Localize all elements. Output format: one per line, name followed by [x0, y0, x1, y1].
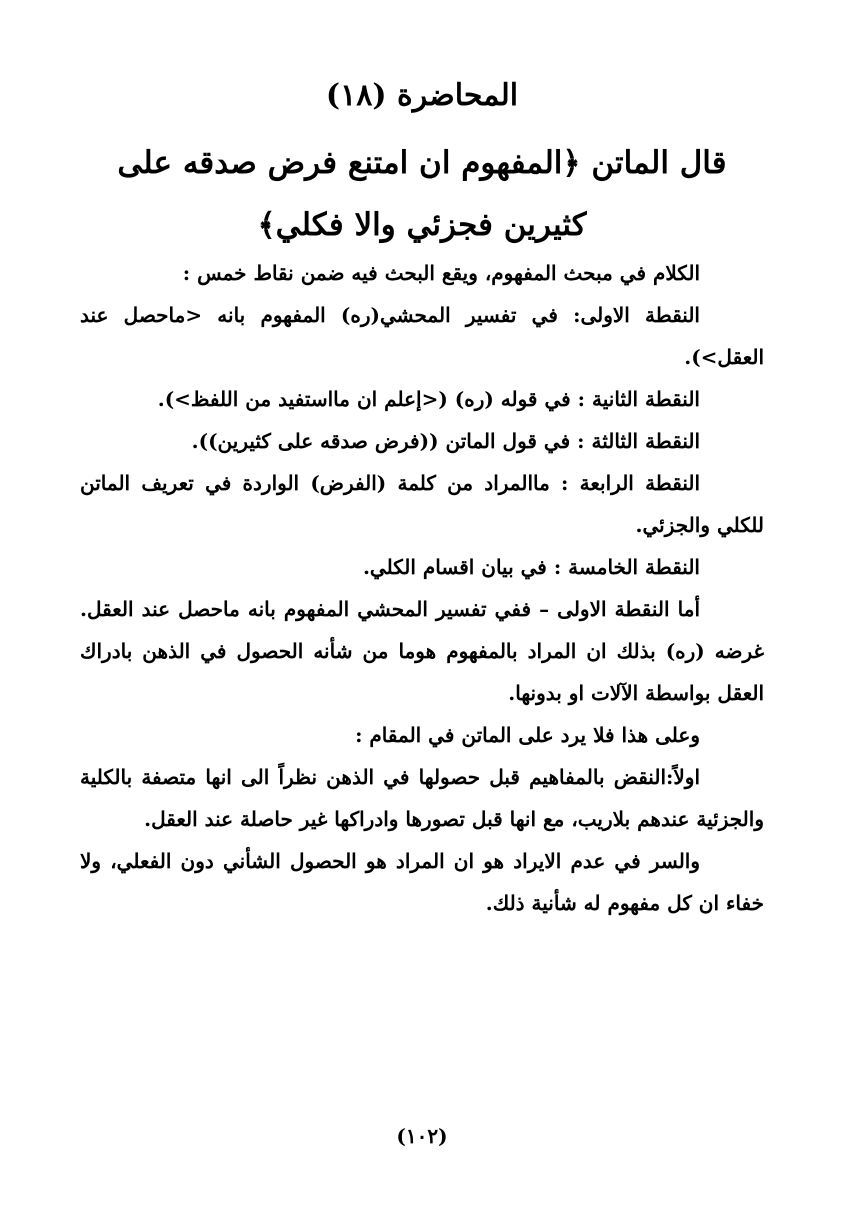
paragraph-point-3: النقطة الثالثة : في قول الماتن ((فرض صدقه على كثيرين)). [191, 429, 700, 453]
paragraph-point-2: النقطة الثانية : في قوله (ره) (<إعلم ان مااستفيد من اللفظ>). [157, 387, 700, 411]
paragraph-point-4: النقطة الرابعة : ماالمراد من كلمة (الفرض) الواردة في تعريف الماتن للكلي والجزئي. [80, 471, 764, 537]
paragraph-consequence: وعلى هذا فلا يرد على الماتن في المقام : [355, 723, 700, 747]
paragraph-point-5: النقطة الخامسة : في بيان اقسام الكلي. [362, 555, 700, 579]
paragraph-first-point-discussion: أما النقطة الاولى – ففي تفسير المحشي المفهوم بانه ماحصل عند العقل. غرضه (ره) بذلك ان المراد بالمفهوم هوما من شأنه الحصول في الذهن بادراك العقل بواسطة الآلات او بدونها. [80, 597, 764, 705]
paragraph-reason: والسر في عدم الايراد هو ان المراد هو الحصول الشأني دون الفعلي، ولا خفاء ان كل مفهوم له شأنية ذلك. [80, 849, 764, 915]
lecture-title: المحاضرة (١٨) [325, 78, 519, 113]
main-heading: قال الماتن ﴿المفهوم ان امتنع فرض صدقه على كثيرين فجزئي والا فكلي﴾ [117, 145, 727, 243]
paragraph-intro: الكلام في مبحث المفهوم، ويقع البحث فيه ضمن نقاط خمس : [182, 261, 700, 285]
paragraph-point-1: النقطة الاولى: في تفسير المحشي(ره) المفهوم بانه <ماحصل عند العقل>). [80, 303, 764, 369]
paragraph-first-objection: اولاً:النقض بالمفاهيم قبل حصولها في الذهن نظراً الى انها متصفة بالكلية والجزئية عندهم بلاريب، مع انها قبل تصورها وادراكها غير حاصلة عند العقل. [80, 765, 764, 831]
page-number: (١٠٢) [396, 1124, 448, 1148]
body-text [80, 252, 764, 924]
